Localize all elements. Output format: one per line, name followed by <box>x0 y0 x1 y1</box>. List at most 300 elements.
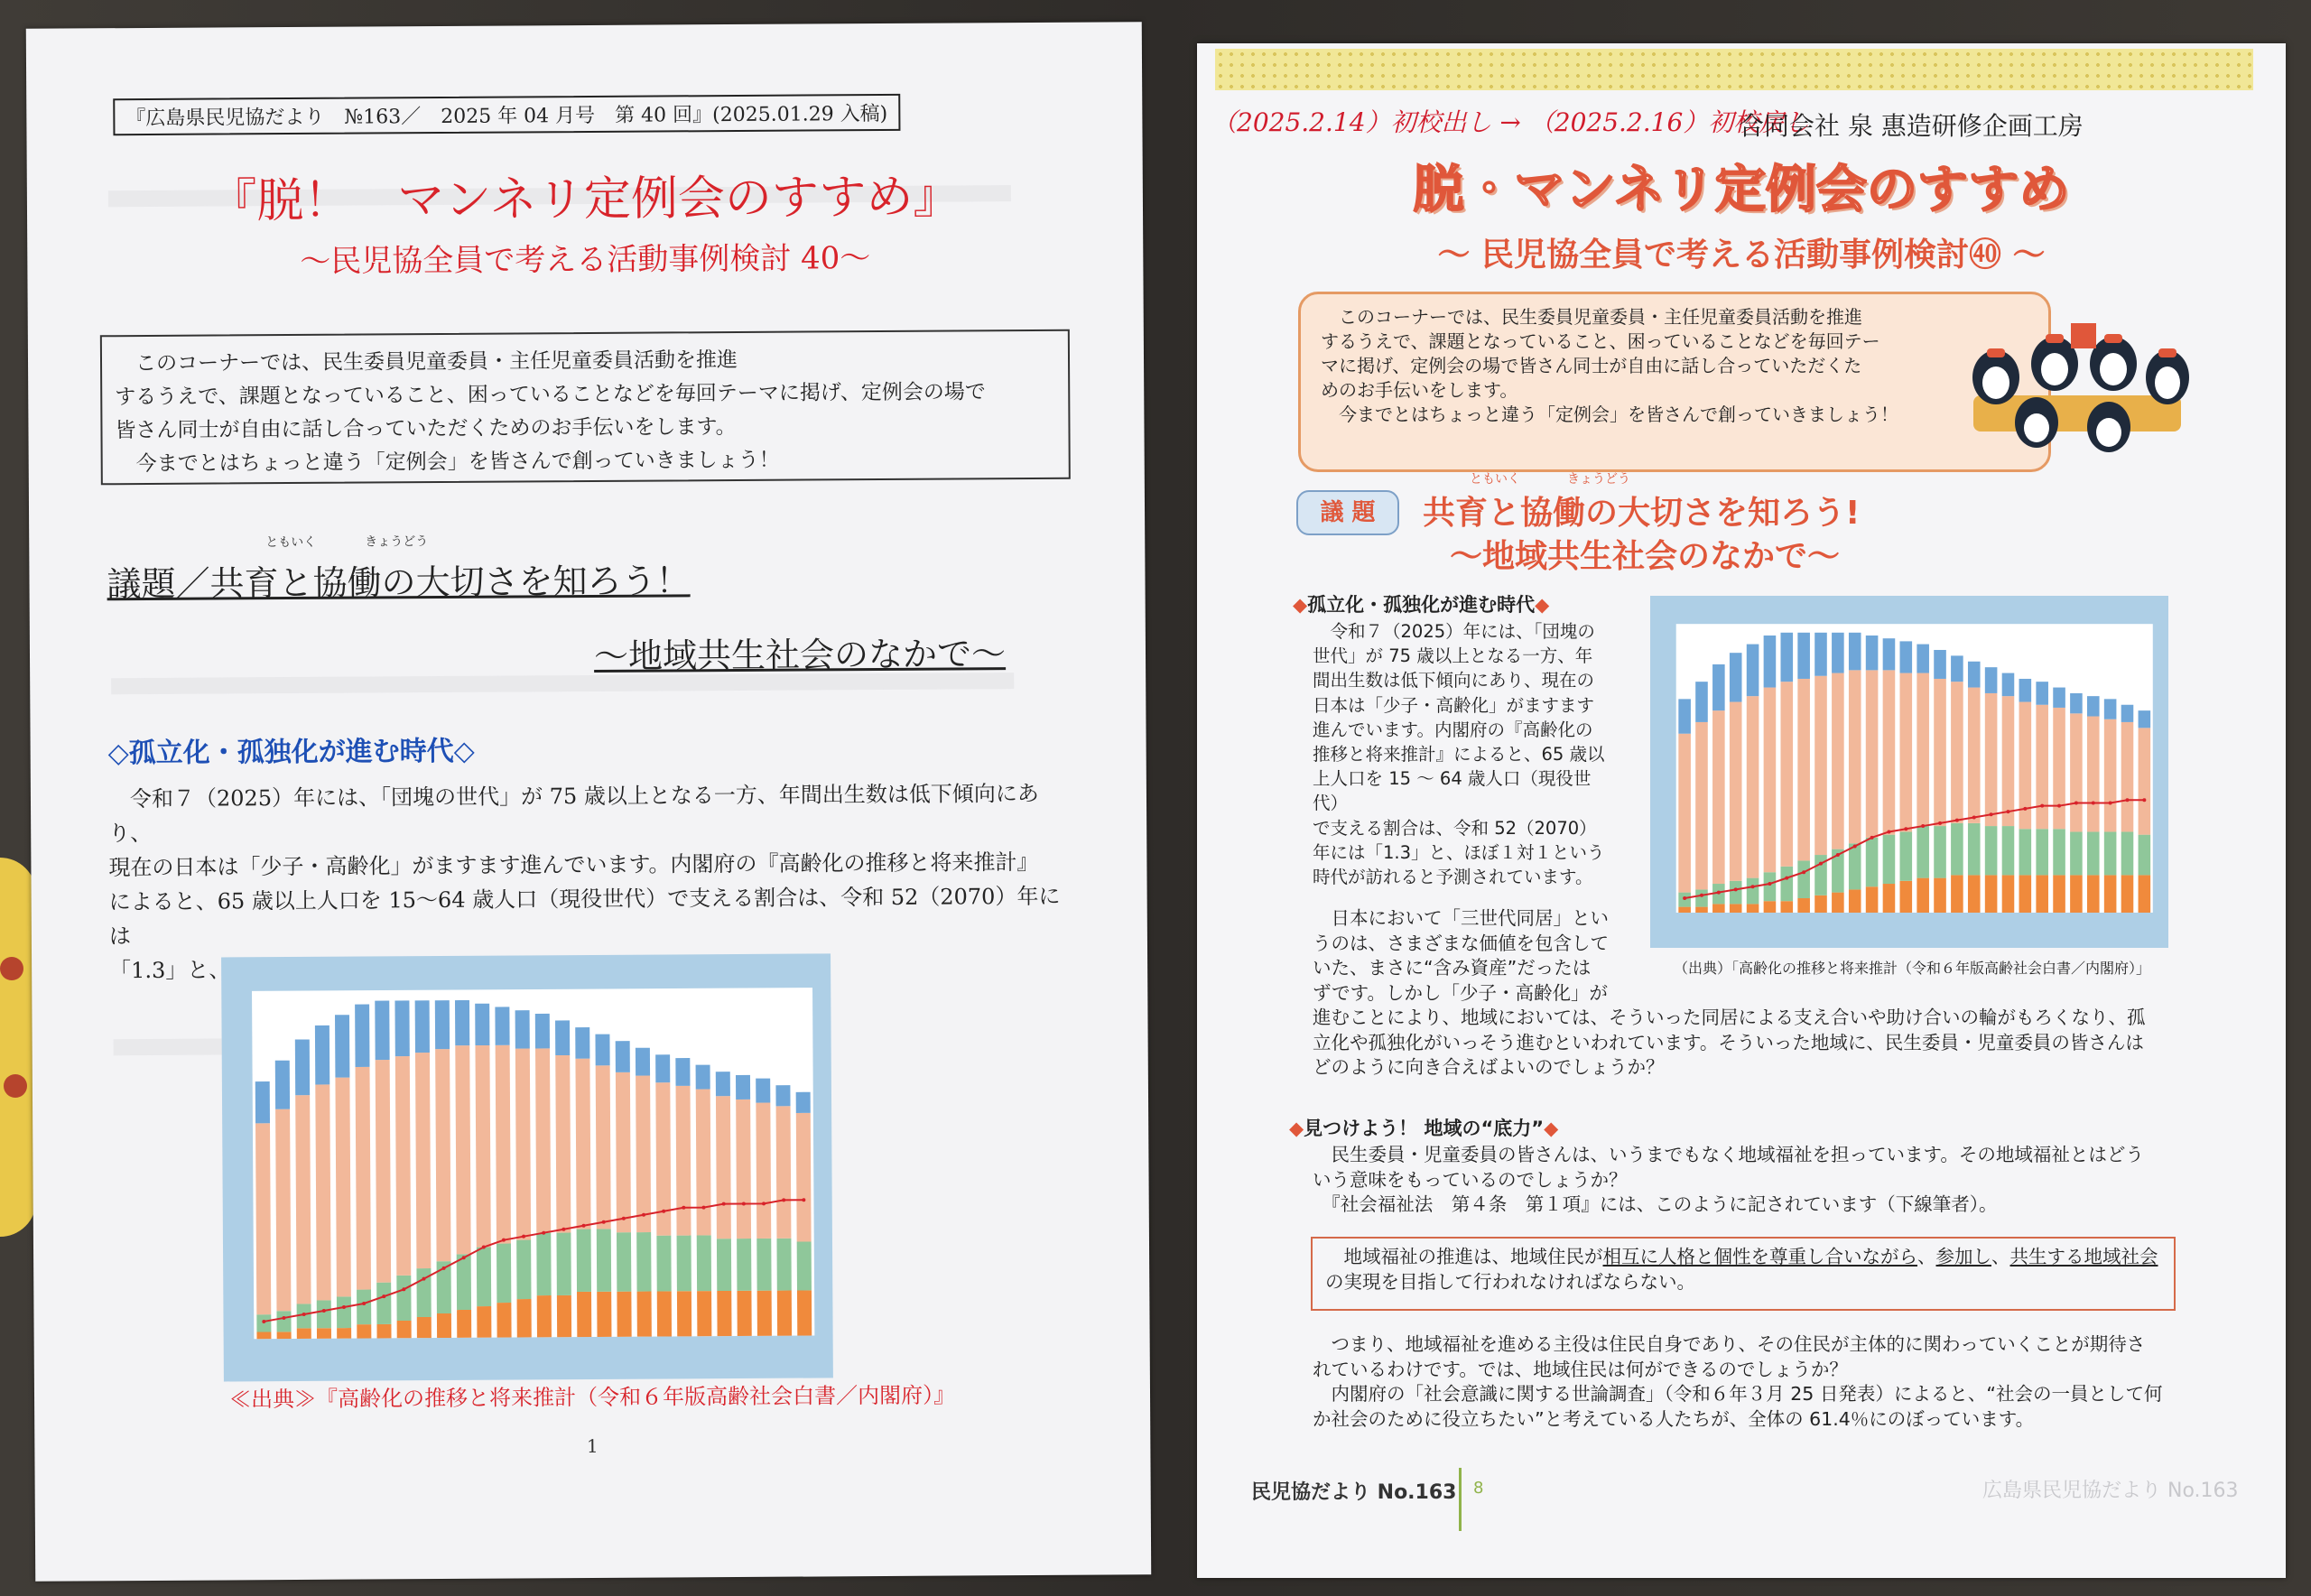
chart-line-point <box>2125 798 2129 802</box>
chart-bar-segment <box>2070 693 2083 713</box>
chart-bar-segment <box>1866 838 1879 886</box>
chart-bar-segment <box>796 1092 811 1113</box>
chart-bar-segment <box>736 1075 750 1100</box>
body-line: 日本において「三世代同居」とい <box>1313 907 1609 929</box>
chart-bar-segment <box>1730 702 1742 881</box>
chart-line-point <box>722 1202 726 1206</box>
chart-bar-segment <box>696 1090 711 1236</box>
chart-line-point <box>362 1302 366 1305</box>
chart-bar-segment <box>337 1296 351 1328</box>
body-line: 世代」が 75 歳以上となる一方、年 <box>1313 645 1593 667</box>
publisher-name: 合同会社 泉 惠造研修企画工房 <box>1739 111 2084 141</box>
chart-line-point <box>1768 882 1771 886</box>
chart-bar-segment <box>2053 829 2065 875</box>
body-line: 時代が訪れると予測されています。 <box>1313 867 1593 888</box>
chart-bar-segment <box>357 1324 371 1339</box>
chart-bar-segment <box>455 1000 469 1045</box>
body-line: 上人口を 15 ～ 64 歳人口（現役世代） <box>1313 768 1592 814</box>
chart-bar-segment <box>1849 670 1861 843</box>
chart-line-point <box>1819 862 1823 866</box>
body-line: 推移と将来推計』によると、65 歳以 <box>1313 744 1605 766</box>
chart-bar-segment <box>1849 843 1861 889</box>
chart-bar-segment <box>457 1254 471 1310</box>
chart-bar-segment <box>2121 705 2134 722</box>
chart-bar-segment <box>497 1303 511 1338</box>
quote-line <box>1325 1244 2161 1269</box>
chart-bar-segment <box>1781 682 1794 867</box>
chart-line-point <box>1887 830 1890 833</box>
chart-bar-segment <box>1985 667 1998 693</box>
chart-bar-segment <box>477 1306 491 1338</box>
body-line: 『社会福祉法 第４条 第１項』には、このように記されています（下線筆者）。 <box>1313 1193 1998 1215</box>
chart-bar-segment <box>1712 664 1725 710</box>
chart-bar-segment <box>1951 823 1963 876</box>
chart-line-point <box>742 1202 746 1205</box>
chart-bar-segment <box>1678 699 1691 733</box>
body-line: どのように向き合えばよいのでしょうか？ <box>1313 1056 1665 1078</box>
chart-line-point <box>702 1206 706 1210</box>
chart-bar-segment <box>697 1291 711 1336</box>
chart-bar-segment <box>636 1076 651 1233</box>
intro-line: このコーナーでは、民生委員児童委員・主任児童委員活動を推進 <box>114 348 738 376</box>
chart-bar-segment <box>435 1049 450 1261</box>
chart-line-point <box>462 1256 466 1259</box>
chart-bar-segment <box>797 1290 812 1335</box>
chart-bar-segment <box>737 1239 751 1291</box>
section-title-text: 見つけよう！ 地域の“底力” <box>1304 1118 1545 1139</box>
chart-bar-segment <box>1951 682 1963 823</box>
chart-bar-segment <box>276 1311 291 1332</box>
chart-line-point <box>2109 801 2112 804</box>
chart-bar-segment <box>717 1239 731 1291</box>
furigana: ともいく <box>265 534 317 551</box>
chart-line-point <box>1972 815 1976 819</box>
chart-line-point <box>2040 804 2044 808</box>
chart-bar-segment <box>477 1247 491 1306</box>
chart-bar-segment <box>536 1233 551 1295</box>
chart-bar-segment <box>397 1321 412 1338</box>
chart-bar-segment <box>1985 693 1998 826</box>
chart-bar-segment <box>535 1048 551 1232</box>
chart-bar-segment <box>1934 679 1946 826</box>
body-line: で支える割合は、令和 52（2070） <box>1313 817 1597 839</box>
chart-line-point <box>2023 807 2027 811</box>
chart-bar-segment <box>376 1060 391 1283</box>
chart-bar-segment <box>657 1291 672 1336</box>
chart-bar-segment <box>677 1236 691 1292</box>
chart-bar-segment <box>475 1045 490 1248</box>
chart-bar-segment <box>1968 662 1981 688</box>
chart-bar-segment <box>756 1103 771 1239</box>
agenda-subtitle: ～地域共生社会のなかで～ <box>593 634 1007 676</box>
intro-line: めのお手伝いをします。 <box>1321 379 1518 401</box>
chart-line-point <box>1683 896 1686 900</box>
chart-line-point <box>542 1231 545 1235</box>
chart-line-point <box>282 1316 285 1320</box>
intro-line: 今までとはちょっと違う「定例会」を皆さんで創っていきましょう！ <box>1321 404 1898 425</box>
chart-bar-segment <box>1883 670 1896 834</box>
chart-bar-segment <box>475 1004 489 1045</box>
section-body <box>1313 619 1610 889</box>
chart-bar-segment <box>675 1058 690 1086</box>
chart-bar-segment <box>2104 699 2117 719</box>
chart-bar-segment <box>255 1081 270 1123</box>
chart-line-point <box>2092 801 2095 804</box>
chart-line-point <box>1904 827 1907 830</box>
furigana: きょうどう <box>1567 472 1630 487</box>
chart-bar-segment <box>1917 826 1929 878</box>
chart-bar-segment <box>736 1100 751 1239</box>
chart-bar-segment <box>2104 831 2117 875</box>
chart-bar-segment <box>335 1015 349 1077</box>
quote-text: 地域福祉の推進は、地域住民が <box>1325 1246 1603 1267</box>
chart-bar-segment <box>776 1106 792 1239</box>
furigana: ともいく <box>1470 472 1520 487</box>
chart-line-point <box>1802 870 1805 874</box>
dot-decoration <box>0 957 23 980</box>
chart-line-point <box>2006 810 2009 813</box>
chart-bar-segment <box>2036 829 2048 875</box>
footer-divider <box>1459 1468 1462 1531</box>
chart-bar-segment <box>777 1291 792 1336</box>
chart-bar-segment <box>757 1291 772 1336</box>
chart-bar-segment <box>1781 633 1794 682</box>
quote-underlined: 相互に人格と個性を尊重し合いながら <box>1602 1246 1917 1267</box>
chart-line-point <box>1990 812 1993 816</box>
chart-bar-segment <box>457 1310 471 1338</box>
chart-bar-segment <box>737 1291 751 1336</box>
chart-bar-segment <box>1985 826 1998 875</box>
chart-bar-segment <box>1678 734 1691 893</box>
chart-bar-segment <box>1797 633 1810 679</box>
dot-decoration <box>4 1074 27 1098</box>
chart-bar-segment <box>1849 633 1861 671</box>
chart-bar-segment <box>495 1007 509 1044</box>
chart-bar-segment <box>1730 653 1742 701</box>
chart-bar-segment <box>1917 673 1929 826</box>
chart-bar-segment <box>317 1300 331 1328</box>
chart-bar-segment <box>1968 688 1981 823</box>
chart-bar-segment <box>1934 826 1946 878</box>
body-line: か社会のために役立ちたい”と考えている人たちが、全体の 61.4％にのぼっています。 <box>1313 1407 2035 1430</box>
chart-line-point <box>402 1287 405 1291</box>
chart-line-point <box>1955 819 1959 822</box>
chart-bar-segment <box>435 1000 450 1049</box>
chart-bar-segment <box>2002 826 2015 875</box>
chart-bar-segment <box>1764 636 1777 688</box>
page-subtitle: ～民児協全員で考える活動事例検討 40～ <box>300 240 871 280</box>
chart-bar-segment <box>1764 688 1777 873</box>
chart-line-point <box>1938 821 1942 825</box>
chart-bar-segment <box>356 1067 371 1290</box>
chart-line-point <box>382 1294 385 1298</box>
chart-bar-segment <box>1730 881 1742 905</box>
chart-bar-segment <box>317 1328 331 1339</box>
chart-line-point <box>1921 824 1925 828</box>
section-title: ◇孤立化・孤独化が進む時代◇ <box>107 735 475 770</box>
chart-bar-segment <box>2070 831 2083 875</box>
agenda-title: 共育と協働の大切さを知ろう! <box>1423 495 1861 532</box>
chart-bar-segment <box>2087 717 2100 832</box>
chart-line-point <box>562 1228 565 1231</box>
diamond-bullet-icon: ◆ <box>1293 594 1308 616</box>
body-line: いう意味をもっているのでしょうか？ <box>1313 1168 1628 1191</box>
chart-bar-segment <box>2036 682 2048 705</box>
chart-bar-segment <box>655 1054 670 1082</box>
body-line: ずです。しかし「少子・高齢化」が <box>1313 981 1608 1004</box>
body-line: 現在の日本は「少子・高齢化」がますます進んでいます。内閣府の『高齢化の推移と将来推計』 <box>108 849 1039 881</box>
chart-bar-segment <box>395 1056 411 1276</box>
chart-bar-segment <box>1900 831 1913 880</box>
intro-line: 今までとはちょっと違う「定例会」を皆さんで創っていきましょう！ <box>115 448 780 477</box>
chart-bar-segment <box>437 1313 451 1338</box>
penguin-mascot-icon <box>1955 314 2199 459</box>
chart-line-point <box>1853 844 1857 848</box>
chart-bar-segment <box>517 1299 532 1337</box>
chart-bar-segment <box>1883 638 1896 670</box>
chart-bar-segment <box>1695 889 1708 906</box>
chart-bar-segment <box>1712 710 1725 884</box>
chart-bar-segment <box>2087 696 2100 716</box>
body-line: うのは、さまざまな価値を包含して <box>1313 932 1609 954</box>
chart-bar-segment <box>515 1010 530 1048</box>
chart-bar-segment <box>375 1001 389 1061</box>
chart-bar-segment <box>1883 835 1896 884</box>
chart-bar-segment <box>297 1328 311 1339</box>
quote-text: 、 <box>1991 1246 2010 1267</box>
body-line: つまり、地域福祉を進める主役は住民自身であり、その住民が主体的に関わっていくことが期待さ <box>1313 1333 2146 1355</box>
body-line: 年には「1.3」と、ほぼ１対１という <box>1313 841 1605 863</box>
chart-line-point <box>2057 804 2061 808</box>
body-line: によると、65 歳以上人口を 15～64 歳人口（現役世代）で支える割合は、令和 52（2070）年には <box>108 883 1061 950</box>
chart-bar-segment <box>637 1291 652 1336</box>
chart-bar-segment <box>455 1045 470 1254</box>
diamond-bullet-icon: ◆ <box>1544 1118 1559 1139</box>
body-line: 進むことにより、地域においては、そういった同居による支え合いや助け合いの輪がもろくなり、孤 <box>1313 1007 2146 1028</box>
chart-bar-segment <box>636 1232 651 1292</box>
agenda-title: 議題／共育と協働の大切さを知ろう！ <box>107 561 691 605</box>
chart-bar-segment <box>2036 705 2048 830</box>
body-line: 立化や孤独化がいっそう進むといわれています。そういった地域に、民生委員・児童委員の皆さんは <box>1313 1031 2144 1053</box>
chart-line-point <box>522 1235 525 1239</box>
quote-text: 、 <box>1917 1246 1936 1267</box>
chart-bar-segment <box>796 1113 812 1242</box>
body-line: れているわけです。では、地域住民は何ができるのでしょうか？ <box>1313 1358 1848 1380</box>
chart-bar-segment <box>2002 696 2015 826</box>
chart-bar-segment <box>697 1235 711 1291</box>
chart-bar-segment <box>717 1291 731 1336</box>
intro-line: マに掲げ、定例会の場で皆さん同士が自由に話し合っていただくた <box>1321 355 1862 376</box>
chart-line-point <box>482 1246 486 1249</box>
chart-line-point <box>682 1206 685 1210</box>
chart-bar-segment <box>516 1239 531 1299</box>
chart-line-point <box>302 1313 306 1316</box>
body-line: 内閣府の「社会意識に関する世論調査」（令和６年３月 25 日発表）によると、“社会の一員として何 <box>1313 1383 2163 1405</box>
chart-source: （出典）「高齢化の推移と将来推計（令和６年版高齢社会白書／内閣府）」 <box>1673 960 2150 977</box>
intro-box <box>100 329 1071 486</box>
chart-bar-segment <box>756 1239 771 1291</box>
section-title-text: 孤立化・孤独化が進む時代 <box>1307 594 1536 616</box>
chart-line-point <box>802 1198 805 1202</box>
chart-bar-segment <box>295 1039 310 1095</box>
chart-bar-segment <box>1781 867 1794 901</box>
document-header: 『広島県民児協だより №163／ 2025 年 04 月号 第 40 回』(2025.01.29 入稿) <box>113 94 900 135</box>
chart-bar-segment <box>275 1061 290 1109</box>
chart-bar-segment <box>656 1236 671 1292</box>
chart-bar-segment <box>295 1095 311 1304</box>
chart-bar-segment <box>1917 645 1929 673</box>
chart-bar-segment <box>1832 633 1844 673</box>
chart-bar-segment <box>555 1020 570 1055</box>
chart-bar-segment <box>597 1292 611 1337</box>
chart-bar-segment <box>1797 679 1810 860</box>
body-line: 進んでいます。内閣府の『高齢化の <box>1313 719 1593 740</box>
chart-bar-segment <box>1900 641 1913 673</box>
chart-bar-segment <box>396 1276 411 1321</box>
handwritten-note: （2025.2.14）初校出し → （2025.2.16）初校戻し <box>1211 107 1810 137</box>
chart-bar-segment <box>556 1233 571 1295</box>
chart-bar-segment <box>1747 645 1759 697</box>
chart-bar-segment <box>1900 673 1913 832</box>
chart-bar-segment <box>335 1078 350 1297</box>
chart-line-point <box>342 1305 346 1309</box>
chart-bar-segment <box>617 1292 631 1337</box>
aging-population-chart <box>1650 596 2168 948</box>
chart-bar-segment <box>1814 633 1827 676</box>
diamond-bullet-icon: ◆ <box>1289 1118 1304 1139</box>
chart-bar-segment <box>1832 673 1844 849</box>
chart-bar-segment <box>2053 708 2065 829</box>
chart-line-point <box>262 1320 265 1323</box>
chart-bar-segment <box>2104 719 2117 832</box>
chart-line-point <box>2074 801 2078 804</box>
chart-bar-segment <box>2121 722 2134 832</box>
chart-line-point <box>1785 877 1788 880</box>
chart-line-point <box>622 1217 626 1220</box>
chart-line-point <box>322 1309 326 1313</box>
chart-bar-segment <box>797 1241 812 1290</box>
chart-source: ≪出典≫『高齢化の推移と将来推計（令和６年版高齢社会白書／内閣府）』 <box>228 1382 956 1413</box>
section-title <box>1293 590 1549 617</box>
section-title <box>1289 1114 1558 1141</box>
body-line: 間出生数は低下傾向にあり、現在の <box>1313 670 1595 691</box>
intro-box <box>1298 292 2051 472</box>
chart-bar-segment <box>756 1079 770 1103</box>
chart-bar-segment <box>557 1295 571 1337</box>
chart-bar-segment <box>716 1096 731 1239</box>
chart-bar-segment <box>277 1332 292 1339</box>
chart-bar-segment <box>1814 676 1827 855</box>
chart-line-point <box>1870 836 1874 840</box>
chart-line-point <box>582 1224 586 1228</box>
chart-bar-segment <box>1968 823 1981 876</box>
chart-bar-segment <box>497 1243 511 1303</box>
chart-bar-segment <box>357 1290 371 1325</box>
body-line: 令和７（2025）年には、「団塊の <box>1313 621 1595 642</box>
intro-line: 皆さん同士が自由に話し合っていただくためのお手伝いをします。 <box>115 414 737 443</box>
page-title: 『脱！ マンネリ定例会のすすめ』 <box>209 170 961 229</box>
chart-line-point <box>662 1210 665 1213</box>
chart-bar-segment <box>1747 696 1759 877</box>
section-body <box>1313 906 2170 1081</box>
body-line: 「1.3」と、ほぼ１対１という時代が訪れると予測されています。 <box>109 953 749 984</box>
chart-bar-segment <box>1695 682 1708 722</box>
chart-line-point <box>1751 885 1755 888</box>
draft-page <box>26 22 1151 1582</box>
chart-bar-segment <box>275 1109 291 1312</box>
intro-line: このコーナーでは、民生委員児童委員・主任児童委員活動を推進 <box>1321 306 1862 328</box>
chart-line-point <box>2142 798 2146 802</box>
chart-line-point <box>1734 887 1738 891</box>
chart-bar-segment <box>616 1072 631 1232</box>
chart-bar-segment <box>575 1027 589 1059</box>
chart-bar-segment <box>595 1035 609 1066</box>
proof-page <box>1197 43 2286 1578</box>
body-line: 令和７（2025）年には、「団塊の世代」が 75 歳以上となる一方、年間出生数は低下傾向にあり、 <box>107 780 1039 847</box>
chart-bar-segment <box>315 1025 329 1085</box>
chart-bar-segment <box>575 1059 590 1229</box>
masking-tape-pattern <box>1215 49 2253 90</box>
chart-bar-segment <box>2002 673 2015 697</box>
chart-bar-segment <box>376 1324 391 1339</box>
chart-bar-segment <box>596 1065 611 1229</box>
chart-bar-segment <box>776 1239 791 1291</box>
intro-line: するうえで、課題となっていること、困っていることなどを毎回テー <box>1321 330 1880 352</box>
agenda-subtitle: ～地域共生社会のなかで～ <box>1450 538 1841 575</box>
quote-underlined: 参加し <box>1935 1246 1991 1267</box>
chart-line-point <box>502 1239 506 1242</box>
chart-bar-segment <box>376 1283 391 1324</box>
chart-line-point <box>782 1198 785 1202</box>
chart-bar-segment <box>537 1295 552 1337</box>
body-line: いた、まさに“含み資産”だったは <box>1313 957 1592 979</box>
chart-bar-segment <box>2053 688 2065 708</box>
chart-bar-segment <box>775 1085 790 1106</box>
chart-bar-segment <box>1866 636 1879 670</box>
chart-line-point <box>442 1267 446 1270</box>
chart-bar-segment <box>496 1045 511 1244</box>
chart-bar-segment <box>1866 670 1879 837</box>
quote-underlined: 共生する地域社会 <box>2009 1246 2158 1267</box>
chart-bar-segment <box>415 1053 431 1268</box>
diamond-bullet-icon: ◆ <box>1535 594 1550 616</box>
section-body <box>1313 1143 2179 1218</box>
chart-bar-segment <box>417 1317 432 1338</box>
footer-title: 民児協だより No.163 <box>1251 1481 1457 1504</box>
agenda-badge: 議 題 <box>1296 490 1399 535</box>
chart-bar-segment <box>535 1014 550 1049</box>
chart-bar-segment <box>577 1229 591 1292</box>
chart-bar-segment <box>676 1086 691 1236</box>
chart-bar-segment <box>2019 679 2032 702</box>
chart-bar-segment <box>2139 728 2151 834</box>
chart-bar-segment <box>2087 831 2100 875</box>
aging-population-chart <box>221 953 833 1381</box>
chart-line-point <box>1700 894 1703 897</box>
chart-bar-segment <box>677 1291 691 1336</box>
chart-bar-segment <box>2139 710 2151 728</box>
body-line: 日本は「少子・高齢化」がますます <box>1313 694 1595 716</box>
chart-bar-segment <box>515 1049 531 1240</box>
chart-bar-segment <box>636 1048 650 1076</box>
chart-bar-segment <box>555 1055 571 1233</box>
furigana: きょうどう <box>365 534 429 550</box>
chart-bar-segment <box>337 1328 351 1339</box>
chart-line-point <box>1836 853 1840 857</box>
page-number: 8 <box>1473 1479 1484 1498</box>
page-title: 脱・マンネリ定例会のすすめ <box>1413 161 2070 219</box>
chart-bar-segment <box>1747 878 1759 905</box>
